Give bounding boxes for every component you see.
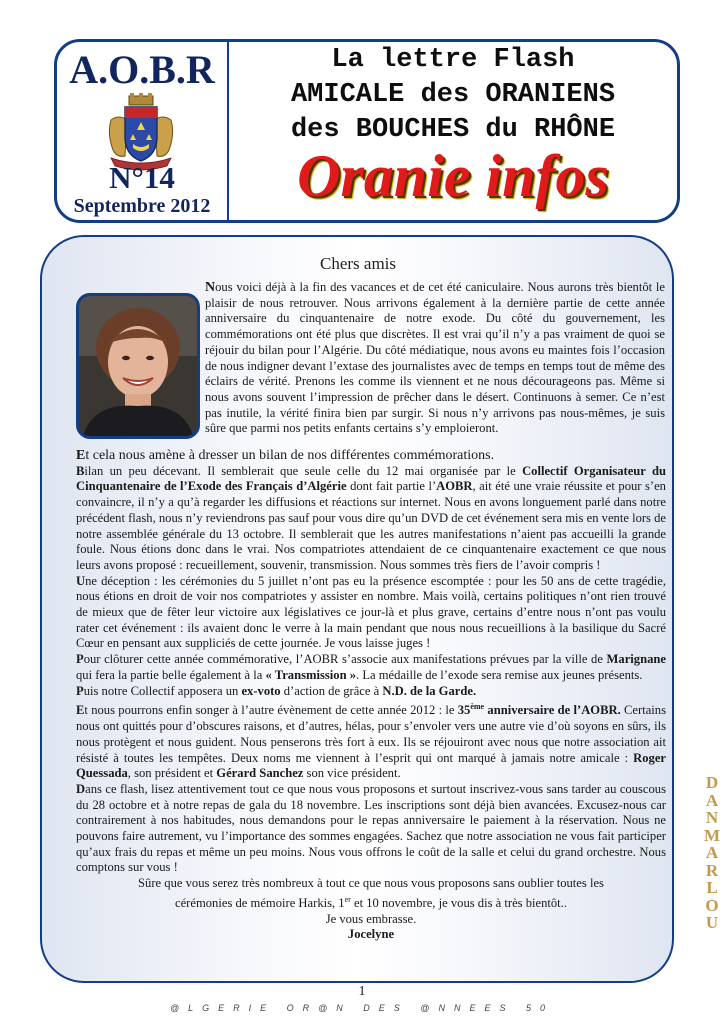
signature: Jocelyne [347,927,395,942]
side-signature-letter: D [705,773,719,792]
portrait-image [79,296,197,436]
paragraph-ex-voto: Puis notre Collectif apposera un ex-voto d’action de grâce à N.D. de la Garde. [76,683,477,698]
intro-paragraph [205,280,665,437]
intro-text: ous voici déjà à la fin des vacances et de cet été caniculaire. Nous aurons très bientôt le plaisir de nous retrouver. Nous arrivons également à la dernière partie de cette année anniversaire du cinquantenaire de notre exode. Du côté du gouvernement, les commémorations ont été plus que discrètes. Il est vrai qu’il n’y a pas vraiment de quoi se réjouir du bilan pour l’Algérie. Du côté médiatique, nous avons eu maintes fois l’occasion de nous indigner devant l’extase des journalistes avec de temps en temps tout de même des éclairs de vérité. Prenons les comme ils viennent et ne nous décourageons pas. Même si nous avons souvent l’impression de prêcher dans le désert. Continuons à semer. Ce n’est pas inutile, la vérité finira bien par surgir. Si nous n’y arrivons pas nous-mêmes, je suis sûre que parmi nos petits enfants certains s’y emploieront. [205,280,665,436]
side-signature [704,774,720,932]
side-signature-letter: A [705,843,719,862]
author-portrait [76,293,200,439]
closing-line-2: cérémonies de mémoire Harkis, 1er et 10 novembre, je vous dis à très bientôt.. [175,894,567,911]
newsletter-brand-title: Oranie infos [297,143,609,209]
issue-number: N°14 [109,160,175,195]
letter-panel [40,235,674,983]
paragraph-bilan: Bilan un peu décevant. Il semblerait que seule celle du 12 mai organisée par le Collectif Organisateur du Cinquantenaire de l’Exode des Français d’Algérie dont fait partie l’AOBR, ait été une vraie réussite et pour s’en convaincre, il n’y a qu’à regarder les diffusions et réactions sur internet. Nous en avons longuement parlé dans notre précédent flash, nous n’y reviendrons pas sauf pour vous dire qu’un DVD de cet événement sera mis en vente lors de notre assemblée générale du 13 octobre. Il semblerait que les autres manifestations n’aient pas accueilli la grande foule. Nous étions donc dans le vrai. Nos compatriotes attendaient de ce cinquantenaire exactement ce que nous leurs avons proposé : recueillement, souvenir, transmission. Nous sommes très fiers de l’avoir compris ! [76,463,667,572]
paragraph-flash: Dans ce flash, lisez attentivement tout ce que nous vous proposons et surtout inscrivez-vous sans tarder au couscous du 28 octobre et à notre repas de gala du 18 novembre. Les inscriptions sont déjà bien avancées. Excusez-nous car contrairement à nos habitudes, nous demandons pour le repas anniversaire le paiement à la réservation. Nous ne pouvons faire autrement, vu l’importance des sommes engagées. Sachez que notre association ne vous fait participer qu’aux frais du repas et même un peu moins. Nous vous offrons le coût de la salle et celui du grand orchestre. Nous comptons sur vous ! [76,781,666,875]
closing-line-3: Je vous embrasse. [325,911,417,926]
masthead-left-block [57,42,229,220]
side-signature-letter: L [706,878,718,897]
page-number: 1 [358,984,366,999]
footer-motto: @LGERIE OR@N DES @NNEES 50 [170,1003,554,1013]
association-name-line2: des BOUCHES du RHÔNE [290,115,616,145]
paragraph-cloture: Pour clôturer cette année commémorative, l’AOBR s’associe aux manifestations prévues par la ville de Marignane qui fera la partie belle également à la « Transmission ». La médaille de l’exode sera remise aux jeunes présents. [76,652,666,682]
issue-date: Septembre 2012 [73,195,211,217]
closing-line-1: Sûre que vous serez très nombreux à tout ce que nous vous proposons sans oublier toutes les [138,876,604,891]
side-signature-letter: M [704,825,721,845]
paragraph-anniversaire: Et nous pourrons enfin songer à l’autre évènement de cette année 2012 : le 35ème anniversaire de l’AOBR. Certains nous ont quittés pour d’obscures raisons, et d’autres, hélas, pour s’envoler vers une autre vie d’où soyons en sûrs, ils nous protègent et nous guident. Nous penserons très fort à eux. Ils se réjouiront avec nous que notre association ait résisté à toutes les tempêtes. Deux noms me viennent à l’esprit qui ont marqué à jamais notre amicale : Roger Quessada, son président et Gérard Sanchez son vice président. [76,702,666,781]
association-name-line1: AMICALE des ORANIENS [290,80,616,110]
paragraph-bilan-intro: Et cela nous amène à dresser un bilan de nos différentes commémorations. [76,448,495,463]
side-signature-letter: U [705,913,719,932]
side-signature-letter: O [705,895,719,915]
dropcap: N [205,280,216,295]
organization-acronym: A.O.B.R [69,47,215,92]
side-signature-letter: A [705,790,719,810]
letter-greeting: Chers amis [319,254,397,273]
newsletter-type: La lettre Flash [331,45,575,75]
side-signature-letter: R [705,860,719,880]
side-signature-letter: N [705,808,719,827]
paragraph-deception: Une déception : les cérémonies du 5 juillet n’ont pas eu la présence escomptée : pour les 50 ans de cette tragédie, nous étions en droit de voir nos compatriotes y assister en nombre. Mais voilà, certains politiques n’ont rien trouvé de mieux que de fêter leur victoire aux législatives ce jour-là et plus grave, certains d’entre nous n’ont pas voulu rater cet événement : ils avaient donc le verre à la main pendant que nous nous recueillions à la basilique du Sacré Cœur en pensant aux suppliciés de cette journée. Je vous laisse juges ! [76,573,666,651]
masthead [54,39,680,223]
letter-body [76,448,666,943]
masthead-title-block [229,42,677,220]
